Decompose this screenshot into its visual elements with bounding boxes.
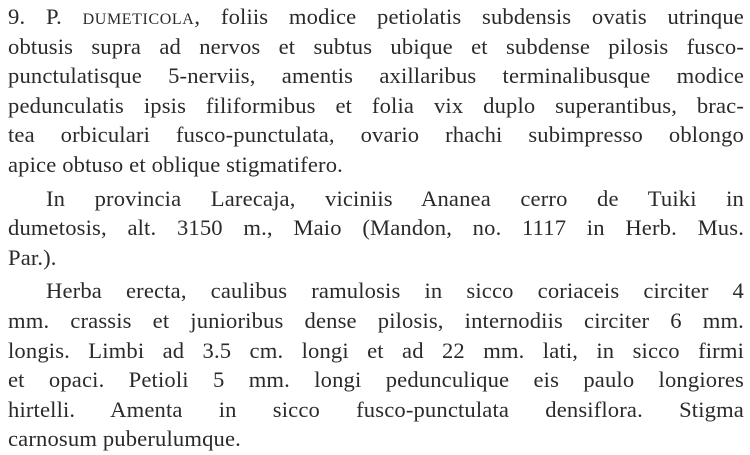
species-entry-line: 9. P. dumeticola, foliis modice petiolatis subdensis ovatis utrinque xyxy=(8,4,744,29)
description-line: mm. crassis et junioribus dense pilosis, internodiis circiter 6 mm. xyxy=(8,307,744,333)
description-paragraph xyxy=(8,276,744,454)
locality-line: In provincia Larecaja, viciniis Ananea cerro de Tuiki in xyxy=(46,185,744,211)
species-entry-text: foliis modice petiolatis subdensis ovatis utrinque xyxy=(220,4,744,29)
description-line: Herba erecta, caulibus ramulosis in sicco coriaceis circiter 4 xyxy=(46,278,744,304)
description-line: hirtelli. Amenta in sicco fusco-punctulata densiflora. Stigma xyxy=(8,396,744,422)
description-line: carnosum puberulumque. xyxy=(8,426,241,452)
description-line: longis. Limbi ad 3.5 cm. longi et ad 22 mm. lati, in sicco firmi xyxy=(8,337,744,363)
species-entry-line: obtusis supra ad nervos et subtus ubique et subdense pilosis fusco- xyxy=(8,33,744,59)
species-entry-line: apice obtuso et oblique stigmatifero. xyxy=(8,151,343,177)
species-entry-line: punctulatisque 5-nerviis, amentis axillaribus terminalibusque modice xyxy=(8,63,744,89)
genus-abbreviation: P. xyxy=(45,4,62,29)
species-entry-line: pedunculatis ipsis filiformibus et folia vix duplo superantibus, brac- xyxy=(8,92,744,118)
species-epithet: dumeticola xyxy=(82,4,195,29)
text-page xyxy=(8,2,744,454)
species-entry-line: tea orbiculari fusco-punctulata, ovario rhachi subimpresso oblongo xyxy=(8,122,744,148)
locality-line: dumetosis, alt. 3150 m., Maio (Mandon, no. 1117 in Herb. Mus. xyxy=(8,215,744,241)
species-number: 9. xyxy=(8,4,26,29)
species-entry xyxy=(8,2,744,180)
locality-line: Par.). xyxy=(8,244,57,270)
locality-paragraph xyxy=(8,184,744,273)
description-line: et opaci. Petioli 5 mm. longi pedunculique eis paulo longiores xyxy=(8,367,744,393)
